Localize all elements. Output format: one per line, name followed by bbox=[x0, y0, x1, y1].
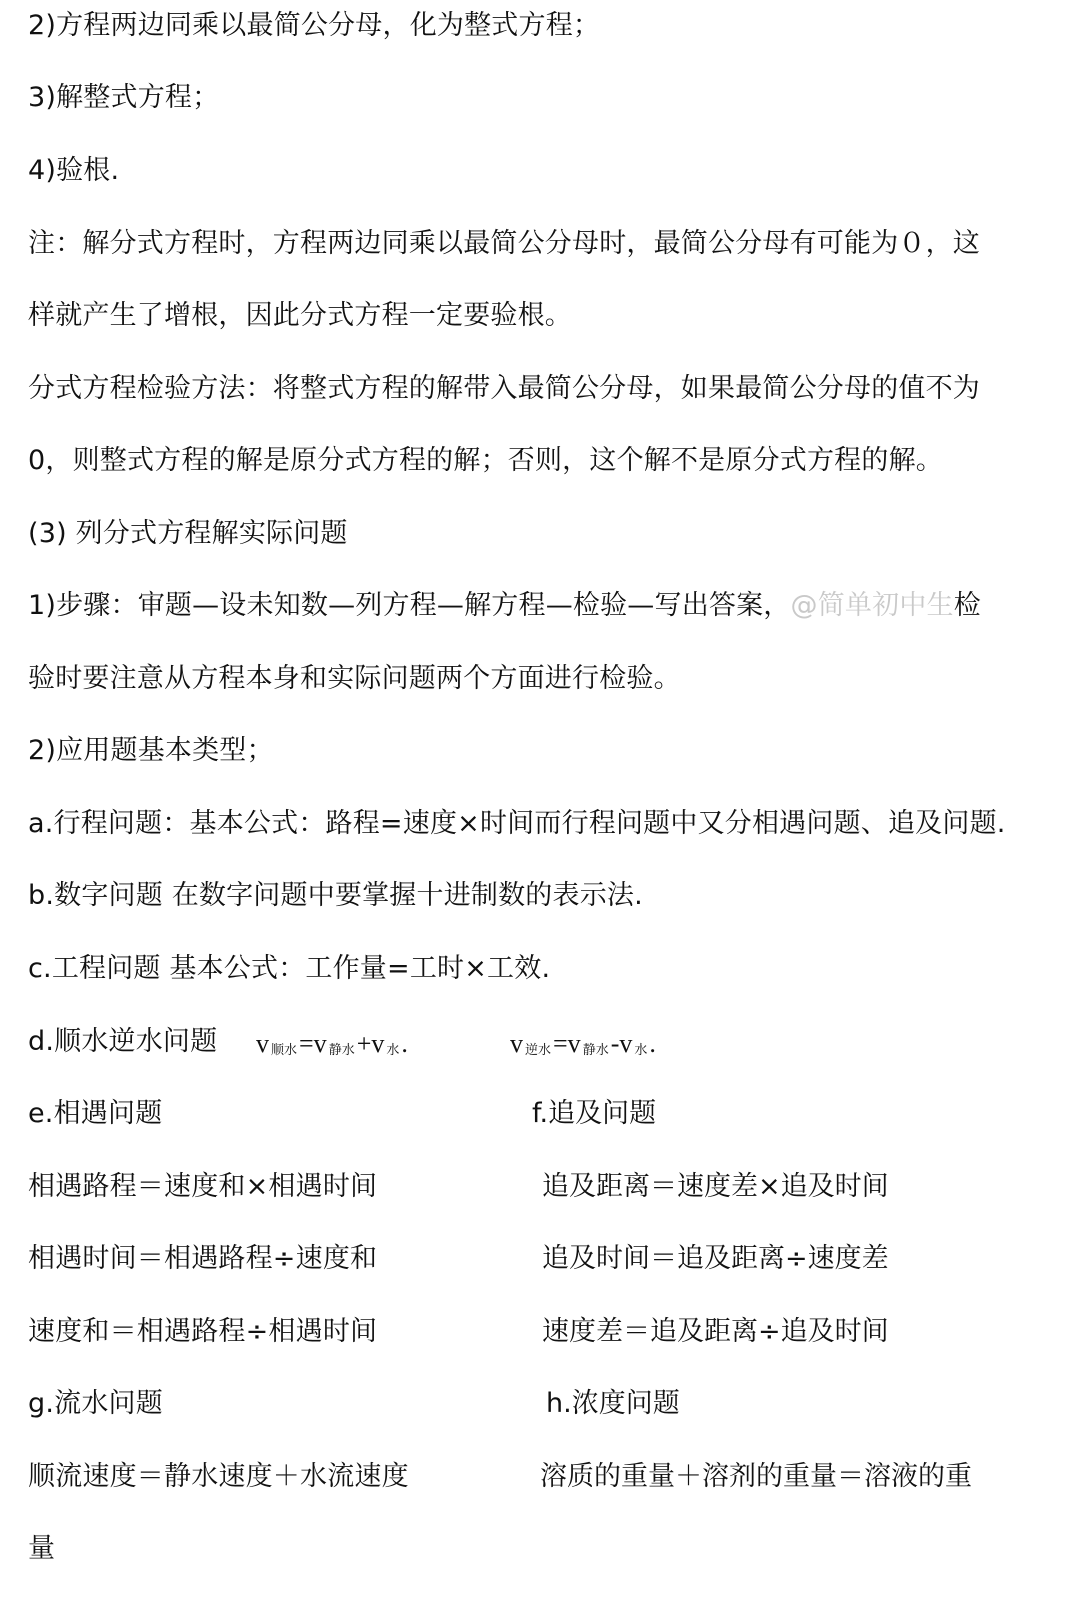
section-3-heading: (3) 列分式方程解实际问题 bbox=[28, 518, 348, 549]
formula-end: . bbox=[649, 1029, 656, 1058]
formula-eq: =v bbox=[299, 1029, 327, 1058]
concentration-formula: 溶质的重量＋溶剂的重量＝溶液的重 bbox=[540, 1461, 972, 1492]
type-c-line: c.工程问题 基本公式：工作量=工时×工效. bbox=[28, 953, 551, 984]
step-3-line: 3)解整式方程； bbox=[28, 82, 220, 113]
steps-text-end: 检 bbox=[953, 590, 981, 621]
steps-line-2: 验时要注意从方程本身和实际问题两个方面进行检验。 bbox=[28, 663, 681, 694]
formula-sub: 水 bbox=[634, 1043, 648, 1058]
formula-op: -v bbox=[610, 1029, 633, 1058]
steps-text: 1)步骤：审题—设未知数—列方程—解方程—检验—写出答案， bbox=[28, 590, 791, 621]
chase-distance-formula: 追及距离＝速度差×追及时间 bbox=[542, 1171, 889, 1202]
meet-speed-formula: 速度和＝相遇路程÷相遇时间 bbox=[28, 1316, 378, 1347]
type-f-heading: f.追及问题 bbox=[532, 1098, 657, 1129]
step-2-line: 2)方程两边同乘以最简公分母，化为整式方程； bbox=[28, 10, 601, 41]
type-e-heading: e.相遇问题 bbox=[28, 1098, 163, 1129]
note-line-1: 注：解分式方程时，方程两边同乘以最简公分母时，最简公分母有可能为０，这 bbox=[28, 228, 980, 259]
type-b-line: b.数字问题 在数字问题中要掌握十进制数的表示法. bbox=[28, 880, 643, 911]
formula-sub: 逆水 bbox=[525, 1043, 552, 1058]
formula-sub: 静水 bbox=[582, 1043, 609, 1058]
watermark-text: @简单初中生 bbox=[790, 590, 954, 621]
downstream-formula bbox=[256, 1026, 408, 1069]
meet-time-formula: 相遇时间＝相遇路程÷速度和 bbox=[28, 1243, 378, 1274]
formula-sub: 水 bbox=[386, 1043, 400, 1058]
step-4-line: 4)验根. bbox=[28, 155, 120, 186]
downstream-speed-formula: 顺流速度＝静水速度＋水流速度 bbox=[28, 1461, 409, 1492]
concentration-formula-end: 量 bbox=[28, 1533, 56, 1564]
formula-eq: =v bbox=[553, 1029, 581, 1058]
formula-sub: 静水 bbox=[328, 1043, 355, 1058]
type-d-label: d.顺水逆水问题 bbox=[28, 1026, 218, 1057]
check-method-line-1: 分式方程检验方法：将整式方程的解带入最简公分母，如果最简公分母的值不为 bbox=[28, 373, 980, 404]
check-method-line-2: 0，则整式方程的解是原分式方程的解；否则，这个解不是原分式方程的解。 bbox=[28, 445, 943, 476]
formula-v: v bbox=[256, 1029, 269, 1058]
types-heading: 2)应用题基本类型； bbox=[28, 735, 274, 766]
formula-sub: 顺水 bbox=[271, 1043, 298, 1058]
note-line-2: 样就产生了增根，因此分式方程一定要验根。 bbox=[28, 300, 572, 331]
type-a-line: a.行程问题：基本公式：路程=速度×时间而行程问题中又分相遇问题、追及问题. bbox=[28, 808, 1006, 839]
formula-v: v bbox=[510, 1029, 523, 1058]
type-h-heading: h.浓度问题 bbox=[546, 1388, 680, 1419]
chase-time-formula: 追及时间＝追及距离÷速度差 bbox=[542, 1243, 889, 1274]
formula-op: +v bbox=[356, 1029, 385, 1058]
meet-distance-formula: 相遇路程＝速度和×相遇时间 bbox=[28, 1171, 378, 1202]
chase-speed-formula: 速度差＝追及距离÷追及时间 bbox=[542, 1316, 889, 1347]
upstream-formula bbox=[510, 1026, 656, 1069]
formula-end: . bbox=[401, 1029, 408, 1058]
type-g-heading: g.流水问题 bbox=[28, 1388, 163, 1419]
steps-line-1 bbox=[28, 588, 981, 624]
